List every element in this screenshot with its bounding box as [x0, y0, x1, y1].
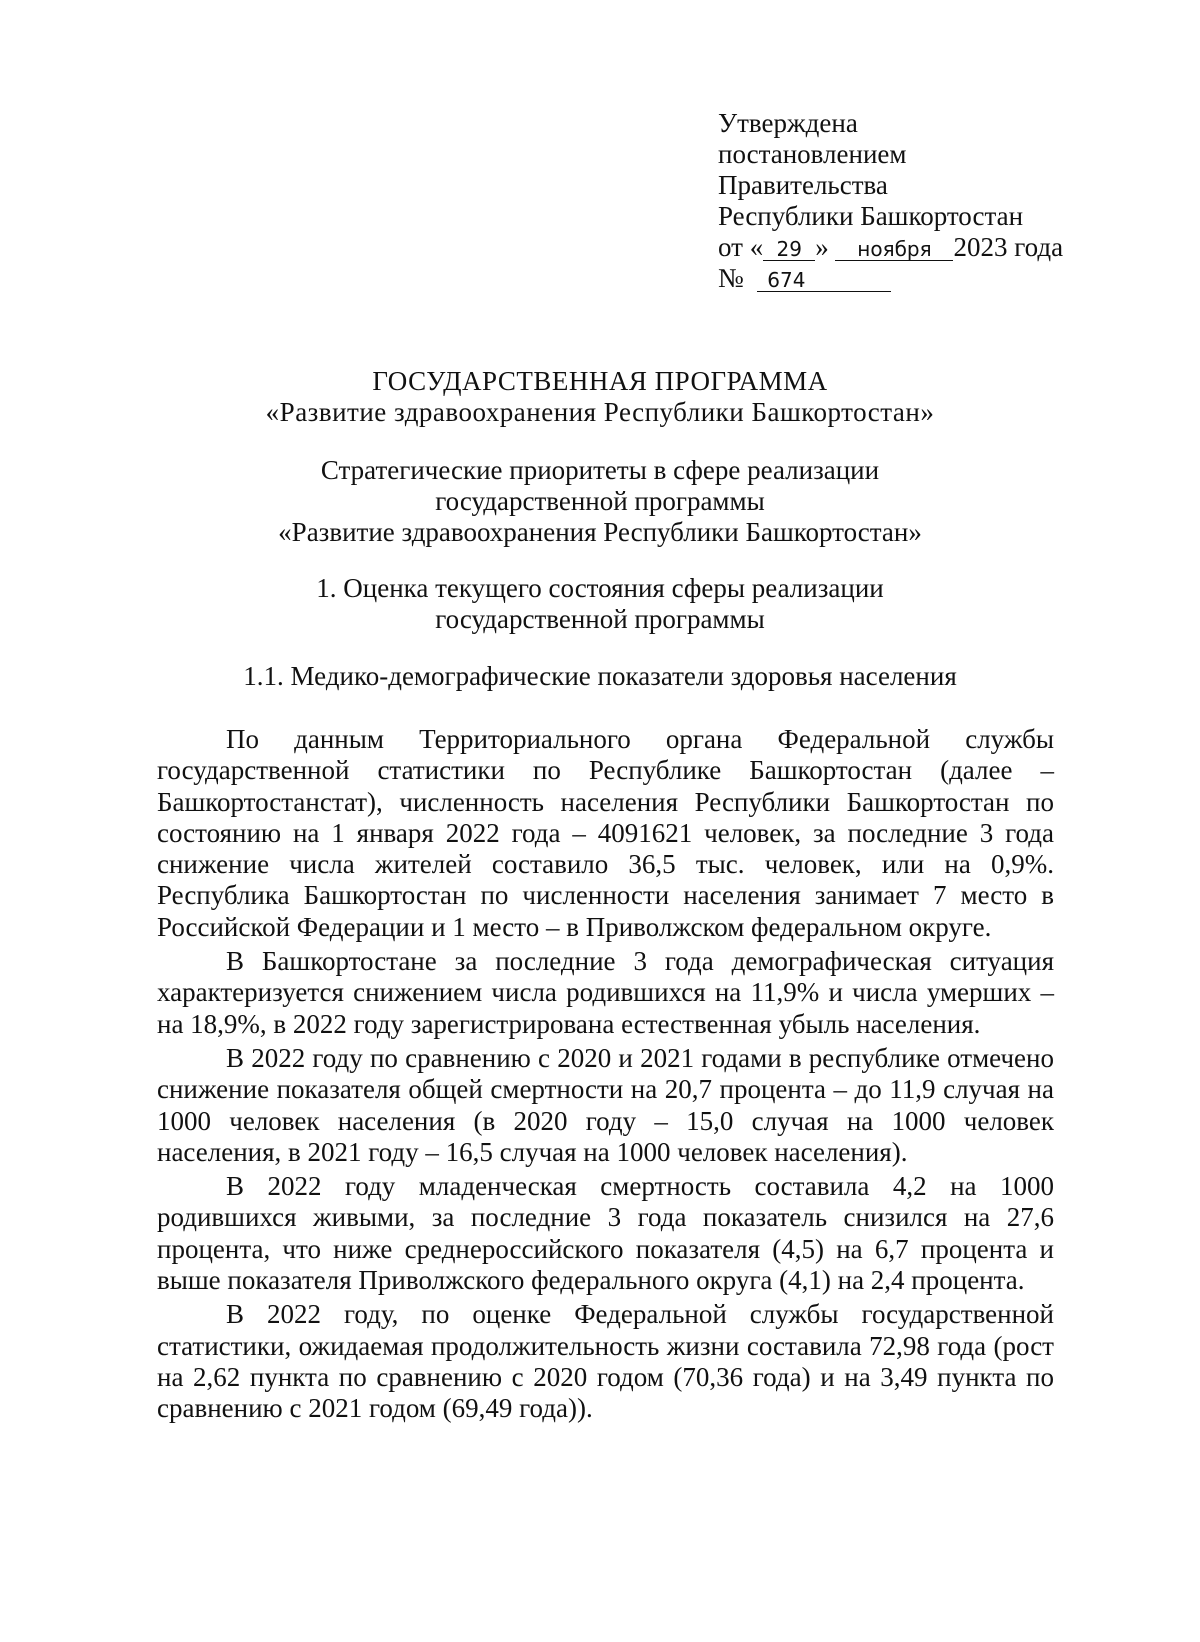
approval-line: Республики Башкортостан: [718, 201, 1024, 231]
date-suffix: 2023 года: [953, 232, 1064, 262]
approval-date: [718, 232, 1063, 263]
approval-line: Утверждена: [718, 108, 858, 138]
approval-line: постановлением: [718, 139, 907, 169]
number-field: 674: [757, 269, 891, 292]
program-title-line: ГОСУДАРСТВЕННАЯ ПРОГРАММА: [372, 366, 828, 396]
section-1-heading: [150, 573, 1050, 635]
program-title: [150, 366, 1050, 428]
section-1-heading-line: государственной программы: [435, 604, 765, 634]
paragraph: В 2022 году, по оценке Федеральной службы государственной статистики, ожидаемая продолжительность жизни составила 72,98 года (рост на 2,62 пункта по сравнению с 2020 годом (70,36 года) и на 3,49 пункта по сравнению с 2021 годом (69,49 года)).: [157, 1299, 1054, 1424]
priorities-heading-line: «Развитие здравоохранения Республики Башкортостан»: [278, 517, 922, 547]
section-1-heading-line: 1. Оценка текущего состояния сферы реализации: [316, 573, 884, 603]
section-1-1-heading-line: 1.1. Медико-демографические показатели здоровья населения: [243, 661, 957, 691]
priorities-heading-line: государственной программы: [435, 486, 765, 516]
paragraph: В Башкортостане за последние 3 года демографическая ситуация характеризуется снижением числа родившихся на 11,9% и числа умерших – на 18,9%, в 2022 году зарегистрирована естественная убыль населения.: [157, 946, 1054, 1039]
priorities-heading-line: Стратегические приоритеты в сфере реализации: [320, 455, 880, 485]
paragraph: В 2022 году младенческая смертность составила 4,2 на 1000 родившихся живыми, за последние 3 года показатель снизился на 27,6 процента, что ниже среднероссийского показателя (4,5) на 6,7 процента и выше показателя Приволжского федерального округа (4,1) на 2,4 процента.: [157, 1171, 1054, 1296]
body-text: [157, 724, 1054, 1428]
approval-block: [718, 108, 1063, 294]
date-mid: »: [815, 232, 829, 262]
date-prefix: от «: [718, 232, 764, 262]
paragraph: По данным Территориального органа Федеральной службы государственной статистики по Республике Башкортостан (далее – Башкортостанстат), численность населения Республики Башкортостан по состоянию на 1 января 2022 года – 4091621 человек, за последние 3 года снижение числа жителей составило 36,5 тыс. человек, или на 0,9%. Республика Башкортостан по численности населения занимает 7 место в Российской Федерации и 1 место – в Приволжском федеральном округе.: [157, 724, 1054, 942]
date-day-field: 29: [763, 238, 815, 261]
paragraph: В 2022 году по сравнению с 2020 и 2021 годами в республике отмечено снижение показателя общей смертности на 20,7 процента – до 11,9 случая на 1000 человек населения (в 2020 году – 15,0 случая на 1000 человек населения, в 2021 году – 16,5 случая на 1000 человек населения).: [157, 1042, 1054, 1167]
number-prefix: №: [718, 263, 744, 293]
approval-line: Правительства: [718, 170, 888, 200]
priorities-heading: [150, 455, 1050, 548]
section-1-1-heading: [150, 661, 1050, 692]
program-title-line: «Развитие здравоохранения Республики Башкортостан»: [265, 397, 935, 427]
date-month-field: ноября: [835, 238, 953, 261]
approval-number: [718, 263, 1063, 294]
